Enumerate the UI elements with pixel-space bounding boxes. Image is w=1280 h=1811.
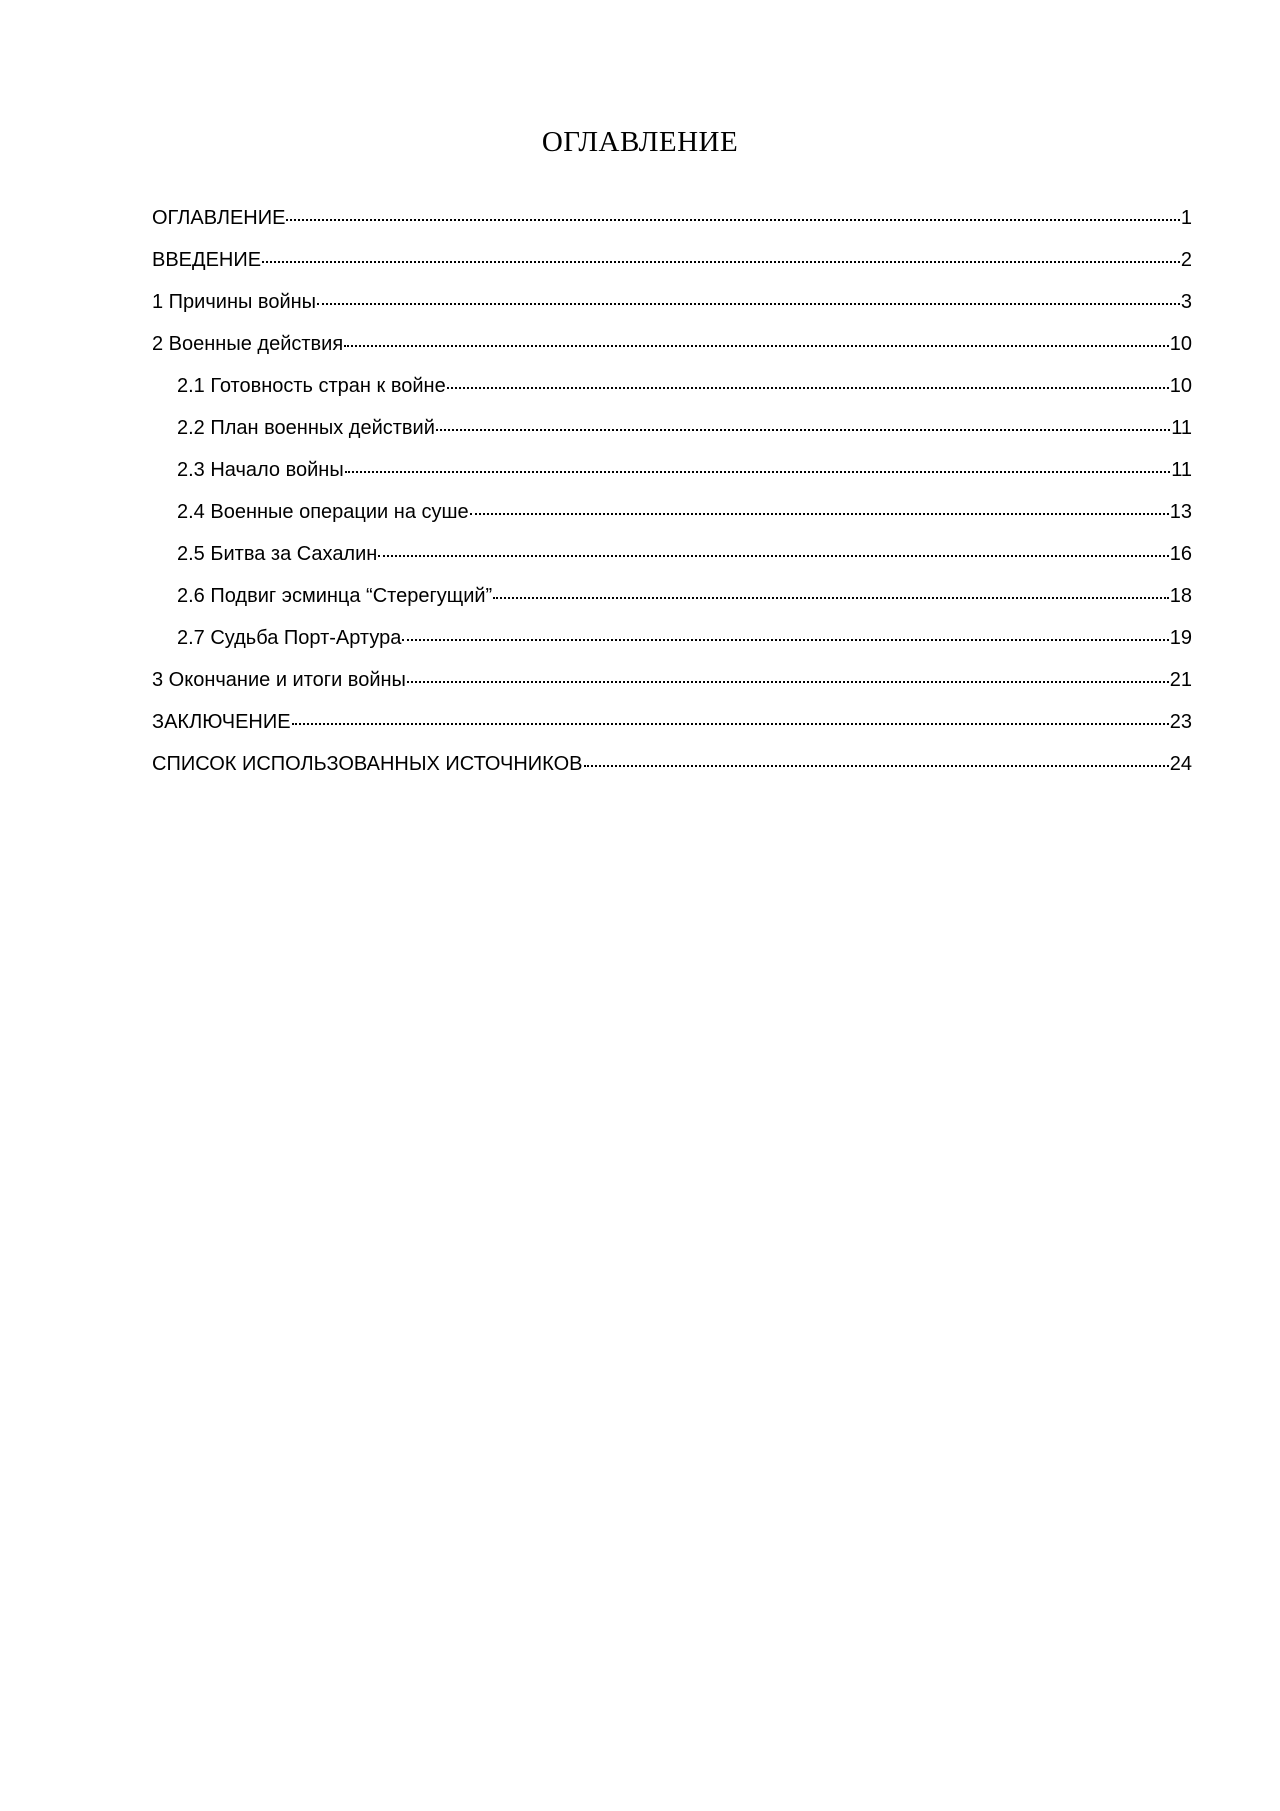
toc-entry[interactable]: [152, 412, 1192, 454]
toc-entry[interactable]: [152, 286, 1192, 328]
toc-entry[interactable]: [152, 202, 1192, 244]
dot-leader: [292, 722, 1169, 725]
toc-entry-title: 2.2 План военных действий: [177, 417, 435, 439]
toc-entry-title: ЗАКЛЮЧЕНИЕ: [152, 711, 291, 733]
toc-entry-title: 2.5 Битва за Сахалин: [177, 543, 378, 565]
toc-entry-title: 2.7 Судьба Порт-Артура: [177, 627, 402, 649]
toc-entry[interactable]: [152, 748, 1192, 790]
toc-entry-page-number: 13: [1169, 501, 1192, 523]
toc-entry-page-number: 11: [1171, 417, 1192, 439]
toc-entry[interactable]: [152, 580, 1192, 622]
toc-entry[interactable]: [152, 664, 1192, 706]
dot-leader: [470, 512, 1169, 515]
dot-leader: [493, 596, 1169, 599]
toc-entry[interactable]: [152, 370, 1192, 412]
page-title: ОГЛАВЛЕНИЕ: [541, 126, 739, 158]
dot-leader: [447, 386, 1169, 389]
toc-entry-page-number: 3: [1180, 291, 1192, 313]
dot-leader: [286, 218, 1179, 221]
dot-leader: [378, 554, 1168, 557]
dot-leader: [584, 764, 1169, 767]
toc-entry-title: 2.3 Начало войны: [177, 459, 344, 481]
dot-leader: [345, 470, 1171, 473]
toc-entry-page-number: 1: [1180, 207, 1192, 229]
dot-leader: [436, 428, 1170, 431]
toc-entry-page-number: 11: [1171, 459, 1192, 481]
toc-entry-title: ВВЕДЕНИЕ: [152, 249, 262, 271]
toc-entry-title: 2.4 Военные операции на суше: [177, 501, 469, 523]
toc-entry[interactable]: [152, 706, 1192, 748]
dot-leader: [407, 680, 1169, 683]
toc-entry-page-number: 10: [1169, 333, 1192, 355]
toc-entry[interactable]: [152, 244, 1192, 286]
toc-entry-page-number: 19: [1169, 627, 1192, 649]
toc-entry-page-number: 16: [1169, 543, 1192, 565]
dot-leader: [317, 302, 1180, 305]
dot-leader: [262, 260, 1180, 263]
toc-entry[interactable]: [152, 622, 1192, 664]
toc-entry-title: СПИСОК ИСПОЛЬЗОВАННЫХ ИСТОЧНИКОВ: [152, 753, 583, 775]
toc-entry-page-number: 18: [1169, 585, 1192, 607]
toc-entry-title: 1 Причины войны: [152, 291, 317, 313]
toc-entry-title: 2.1 Готовность стран к войне: [177, 375, 446, 397]
toc-entry-page-number: 10: [1169, 375, 1192, 397]
toc-entry[interactable]: [152, 454, 1192, 496]
toc-entry-title: 2.6 Подвиг эсминца “Стерегущий”: [177, 585, 493, 607]
toc-entry-page-number: 24: [1169, 753, 1192, 775]
toc-entry-page-number: 2: [1180, 249, 1192, 271]
toc-entry-page-number: 21: [1169, 669, 1192, 691]
dot-leader: [344, 344, 1169, 347]
toc-entry[interactable]: [152, 328, 1192, 370]
toc-entry-title: 2 Военные действия: [152, 333, 344, 355]
toc-entry[interactable]: [152, 538, 1192, 580]
table-of-contents: [152, 202, 1192, 790]
toc-entry-title: 3 Окончание и итоги войны: [152, 669, 406, 691]
dot-leader: [402, 638, 1168, 641]
toc-entry-title: ОГЛАВЛЕНИЕ: [152, 207, 286, 229]
toc-entry[interactable]: [152, 496, 1192, 538]
toc-entry-page-number: 23: [1169, 711, 1192, 733]
